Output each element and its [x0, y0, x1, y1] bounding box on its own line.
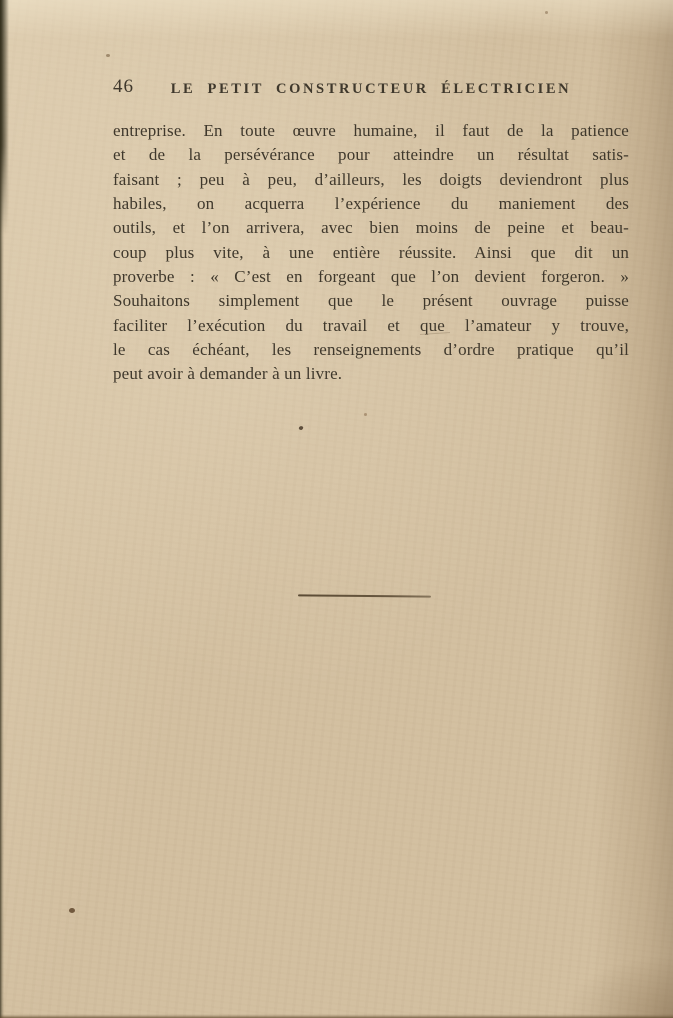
paper-speck [364, 413, 367, 416]
binding-edge-line [0, 0, 4, 1018]
paper-speck [298, 425, 303, 430]
text-line: coup plus vite, à une entière réussite. Ainsi que dit un [113, 242, 629, 262]
text-line: faisant ; peu à peu, d’ailleurs, les doigts deviendront plus [113, 169, 629, 189]
paper-speck [69, 908, 75, 913]
text-line: et de la persévérance pour atteindre un résultat satis- [113, 145, 629, 165]
text-line: faciliter l’exécution du travail et que l’amateur y trouve, [113, 315, 629, 335]
text-line: proverbe : « C’est en forgeant que l’on devient forgeron. » [113, 267, 629, 287]
running-title: LE PETIT CONSTRUCTEUR ÉLECTRICIEN [170, 81, 572, 97]
paragraph-text [113, 119, 629, 387]
text-line: outils, et l’on arrivera, avec bien moins de peine et beau- [113, 218, 629, 238]
page-number: 46 [113, 76, 134, 97]
page-bottom-edge [0, 1014, 673, 1018]
text-line: entreprise. En toute œuvre humaine, il faut de la patience [113, 121, 629, 140]
paper-speck [106, 54, 110, 57]
text-line: Souhaitons simplement que le présent ouvrage puisse [113, 291, 629, 311]
section-divider-rule [298, 594, 431, 597]
text-line: habiles, on acquerra l’expérience du maniement des [113, 194, 629, 214]
text-line: le cas échéant, les renseignements d’ordre pratique qu’il [113, 340, 629, 360]
text-line: peut avoir à demander à un livre. [113, 364, 343, 384]
running-header [113, 76, 629, 102]
paper-speck [545, 11, 548, 14]
